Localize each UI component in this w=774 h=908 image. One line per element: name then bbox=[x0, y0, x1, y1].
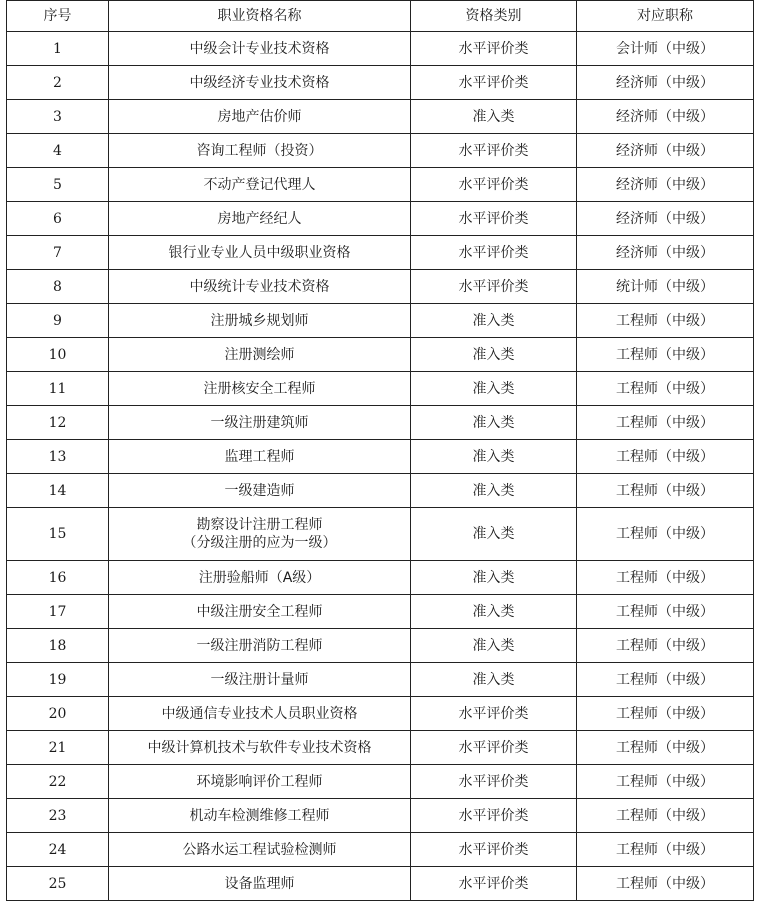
cell-qualification-name: 注册城乡规划师 bbox=[109, 304, 411, 338]
cell-title: 经济师（中级） bbox=[577, 66, 754, 100]
table-row bbox=[7, 440, 754, 474]
cell-category: 水平评价类 bbox=[411, 731, 577, 765]
cell-category: 准入类 bbox=[411, 338, 577, 372]
cell-title: 经济师（中级） bbox=[577, 100, 754, 134]
header-serial: 序号 bbox=[7, 1, 109, 32]
table-row bbox=[7, 508, 754, 561]
table-row bbox=[7, 474, 754, 508]
cell-serial: 21 bbox=[7, 731, 109, 765]
cell-serial: 17 bbox=[7, 595, 109, 629]
cell-serial: 20 bbox=[7, 697, 109, 731]
cell-title: 工程师（中级） bbox=[577, 372, 754, 406]
table-row bbox=[7, 833, 754, 867]
table-row bbox=[7, 270, 754, 304]
cell-title: 工程师（中级） bbox=[577, 663, 754, 697]
cell-serial: 4 bbox=[7, 134, 109, 168]
cell-serial: 2 bbox=[7, 66, 109, 100]
cell-qualification-name: 不动产登记代理人 bbox=[109, 168, 411, 202]
cell-title: 工程师（中级） bbox=[577, 595, 754, 629]
cell-serial: 16 bbox=[7, 561, 109, 595]
cell-category: 水平评价类 bbox=[411, 236, 577, 270]
cell-category: 准入类 bbox=[411, 474, 577, 508]
cell-qualification-name: 房地产估价师 bbox=[109, 100, 411, 134]
cell-serial: 1 bbox=[7, 32, 109, 66]
cell-category: 水平评价类 bbox=[411, 134, 577, 168]
cell-category: 准入类 bbox=[411, 561, 577, 595]
header-category: 资格类别 bbox=[411, 1, 577, 32]
qualification-table bbox=[6, 0, 754, 901]
cell-serial: 22 bbox=[7, 765, 109, 799]
cell-title: 经济师（中级） bbox=[577, 134, 754, 168]
cell-title: 工程师（中级） bbox=[577, 799, 754, 833]
cell-serial: 24 bbox=[7, 833, 109, 867]
cell-title: 经济师（中级） bbox=[577, 202, 754, 236]
table-row bbox=[7, 66, 754, 100]
cell-category: 准入类 bbox=[411, 629, 577, 663]
cell-name-line1: 勘察设计注册工程师 bbox=[196, 517, 323, 533]
table-row bbox=[7, 134, 754, 168]
cell-serial: 19 bbox=[7, 663, 109, 697]
cell-qualification-name: 环境影响评价工程师 bbox=[109, 765, 411, 799]
cell-title: 工程师（中级） bbox=[577, 629, 754, 663]
table-body bbox=[7, 32, 754, 901]
table-row bbox=[7, 867, 754, 901]
cell-title: 工程师（中级） bbox=[577, 508, 754, 561]
cell-name-line2: （分级注册的应为一级） bbox=[182, 535, 337, 551]
cell-qualification-name: 注册核安全工程师 bbox=[109, 372, 411, 406]
cell-serial: 23 bbox=[7, 799, 109, 833]
cell-qualification-name: 中级注册安全工程师 bbox=[109, 595, 411, 629]
cell-serial: 10 bbox=[7, 338, 109, 372]
cell-title: 工程师（中级） bbox=[577, 561, 754, 595]
cell-category: 准入类 bbox=[411, 440, 577, 474]
table-row bbox=[7, 372, 754, 406]
table-row bbox=[7, 32, 754, 66]
cell-category: 水平评价类 bbox=[411, 799, 577, 833]
cell-title: 工程师（中级） bbox=[577, 765, 754, 799]
cell-serial: 8 bbox=[7, 270, 109, 304]
cell-qualification-name: 一级注册计量师 bbox=[109, 663, 411, 697]
table-row bbox=[7, 304, 754, 338]
cell-serial: 14 bbox=[7, 474, 109, 508]
cell-serial: 3 bbox=[7, 100, 109, 134]
table-row bbox=[7, 338, 754, 372]
cell-category: 准入类 bbox=[411, 100, 577, 134]
cell-qualification-name: 中级会计专业技术资格 bbox=[109, 32, 411, 66]
cell-category: 水平评价类 bbox=[411, 765, 577, 799]
cell-title: 经济师（中级） bbox=[577, 168, 754, 202]
cell-qualification-name: 一级注册建筑师 bbox=[109, 406, 411, 440]
table-row bbox=[7, 236, 754, 270]
cell-title: 工程师（中级） bbox=[577, 474, 754, 508]
cell-category: 水平评价类 bbox=[411, 202, 577, 236]
cell-serial: 15 bbox=[7, 508, 109, 561]
table-row bbox=[7, 561, 754, 595]
cell-title: 工程师（中级） bbox=[577, 867, 754, 901]
table-row bbox=[7, 663, 754, 697]
cell-title: 会计师（中级） bbox=[577, 32, 754, 66]
cell-title: 工程师（中级） bbox=[577, 440, 754, 474]
cell-serial: 9 bbox=[7, 304, 109, 338]
cell-category: 水平评价类 bbox=[411, 867, 577, 901]
cell-serial: 11 bbox=[7, 372, 109, 406]
table-header-row bbox=[7, 1, 754, 32]
cell-qualification-name: 中级计算机技术与软件专业技术资格 bbox=[109, 731, 411, 765]
cell-qualification-name: 银行业专业人员中级职业资格 bbox=[109, 236, 411, 270]
table-row bbox=[7, 406, 754, 440]
cell-title: 工程师（中级） bbox=[577, 304, 754, 338]
cell-qualification-name: 一级注册消防工程师 bbox=[109, 629, 411, 663]
cell-serial: 18 bbox=[7, 629, 109, 663]
table-row bbox=[7, 629, 754, 663]
cell-serial: 25 bbox=[7, 867, 109, 901]
cell-qualification-name: 咨询工程师（投资） bbox=[109, 134, 411, 168]
cell-serial: 5 bbox=[7, 168, 109, 202]
table-row bbox=[7, 765, 754, 799]
table-row bbox=[7, 168, 754, 202]
table-row bbox=[7, 202, 754, 236]
cell-category: 水平评价类 bbox=[411, 697, 577, 731]
cell-qualification-name: 注册验船师（A级） bbox=[109, 561, 411, 595]
cell-category: 水平评价类 bbox=[411, 66, 577, 100]
cell-category: 准入类 bbox=[411, 595, 577, 629]
cell-qualification-name: 监理工程师 bbox=[109, 440, 411, 474]
cell-serial: 12 bbox=[7, 406, 109, 440]
cell-category: 水平评价类 bbox=[411, 168, 577, 202]
cell-category: 准入类 bbox=[411, 508, 577, 561]
table-row bbox=[7, 100, 754, 134]
cell-category: 水平评价类 bbox=[411, 833, 577, 867]
cell-category: 水平评价类 bbox=[411, 270, 577, 304]
cell-title: 工程师（中级） bbox=[577, 406, 754, 440]
cell-qualification-name: 机动车检测维修工程师 bbox=[109, 799, 411, 833]
cell-category: 准入类 bbox=[411, 304, 577, 338]
cell-serial: 7 bbox=[7, 236, 109, 270]
table-row bbox=[7, 697, 754, 731]
header-qualification-name: 职业资格名称 bbox=[109, 1, 411, 32]
cell-title: 工程师（中级） bbox=[577, 338, 754, 372]
cell-qualification-name: 中级统计专业技术资格 bbox=[109, 270, 411, 304]
cell-qualification-name: 一级建造师 bbox=[109, 474, 411, 508]
cell-qualification-name: 中级通信专业技术人员职业资格 bbox=[109, 697, 411, 731]
cell-title: 工程师（中级） bbox=[577, 731, 754, 765]
cell-qualification-name bbox=[109, 508, 411, 561]
table-row bbox=[7, 595, 754, 629]
cell-title: 工程师（中级） bbox=[577, 833, 754, 867]
cell-qualification-name: 房地产经纪人 bbox=[109, 202, 411, 236]
cell-title: 经济师（中级） bbox=[577, 236, 754, 270]
cell-category: 准入类 bbox=[411, 372, 577, 406]
cell-category: 准入类 bbox=[411, 663, 577, 697]
table-row bbox=[7, 799, 754, 833]
cell-qualification-name: 公路水运工程试验检测师 bbox=[109, 833, 411, 867]
cell-qualification-name: 中级经济专业技术资格 bbox=[109, 66, 411, 100]
cell-category: 准入类 bbox=[411, 406, 577, 440]
table-row bbox=[7, 731, 754, 765]
header-title: 对应职称 bbox=[577, 1, 754, 32]
cell-category: 水平评价类 bbox=[411, 32, 577, 66]
cell-serial: 6 bbox=[7, 202, 109, 236]
cell-title: 工程师（中级） bbox=[577, 697, 754, 731]
cell-qualification-name: 设备监理师 bbox=[109, 867, 411, 901]
cell-title: 统计师（中级） bbox=[577, 270, 754, 304]
cell-serial: 13 bbox=[7, 440, 109, 474]
cell-qualification-name: 注册测绘师 bbox=[109, 338, 411, 372]
